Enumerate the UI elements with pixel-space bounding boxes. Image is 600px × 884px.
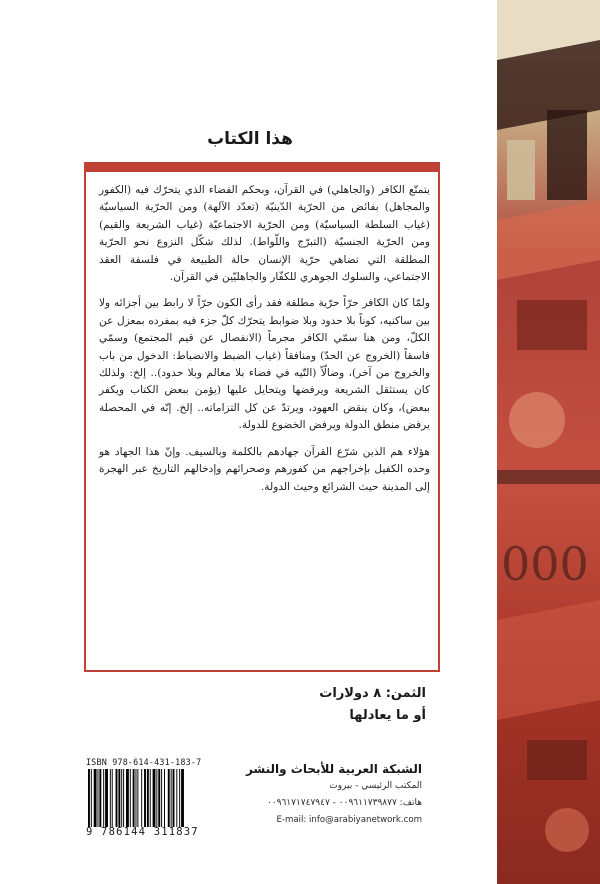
barcode-bar	[118, 769, 120, 827]
paragraph: هؤلاء هم الذين شرّع القرآن جهادهم بالكلمة وبالسيف. وإنّ هذا الجهاد هو وحده الكفيل بإخراجهم من كفورهم وصحرائهم وإدخالهم التاريخ عبر الهجرة إلى المدينة حيث الشرائع وحيث الدولة.	[99, 445, 430, 493]
barcode-bar	[94, 769, 97, 827]
publisher-name: الشبكة العربية للأبحاث والنشر	[245, 762, 422, 776]
barcode-bar	[137, 769, 138, 827]
isbn-label: ISBN 978-614-431-183-7	[86, 757, 202, 767]
barcode-bar	[158, 769, 160, 827]
publisher-office: المكتب الرئيسي - بيروت	[329, 781, 422, 791]
barcode	[86, 757, 226, 841]
barcode-bar	[147, 769, 149, 827]
barcode-bar	[91, 769, 92, 827]
barcode-bar	[123, 769, 124, 827]
barcode-digits: 9 786144 311837	[86, 826, 199, 838]
paragraph: يتمتّع الكافر (والجاهلي) في القرآن، وبحكم الفضاء الذي يتحرّك فيه (الكفور والمجاهل) بفائض من الحرّية الدّينيّة (تعدّد الآلهة) ومن الحرّية السياسيّة (غياب السلطة السياسيّة) ومن الحرّية الاجتماعيّة (غياب الشريعة والقيم) ومن الحرّية الجنسيّة (التبرّج واللّواط). لذلك شكّل النزوع نحو الحرّية المطلقة التي تضاهي حرّية الإنسان حالة الطبيعة في فلسفة العقد الاجتماعي، والسلوك الجوهري للكفّار والجاهليّين في القرآن.	[99, 184, 430, 284]
barcode-bar	[161, 769, 162, 827]
barcode-bar	[171, 769, 172, 827]
barcode-bar	[141, 769, 142, 827]
svg-text:000: 000	[501, 537, 589, 591]
price-line: الثمن: ٨ دولارات	[319, 686, 426, 701]
barcode-bar	[153, 769, 156, 827]
barcode-bar	[168, 769, 170, 827]
barcode-bar	[136, 769, 137, 827]
barcode-bar	[98, 769, 99, 827]
artwork-graphic	[497, 0, 600, 884]
barcode-bar	[179, 769, 180, 827]
barcode-bar	[112, 769, 113, 827]
barcode-bar	[144, 769, 146, 827]
barcode-bar	[88, 769, 90, 827]
barcode-bar	[126, 769, 129, 827]
barcode-bar	[176, 769, 177, 827]
publisher-block	[240, 760, 422, 828]
price-alternative: أو ما يعادلها	[349, 708, 426, 723]
publisher-email: E-mail: info@arabiyanetwork.com	[276, 815, 422, 825]
barcode-bar	[181, 769, 184, 827]
barcode-bar	[164, 769, 165, 827]
barcode-bar	[130, 769, 131, 827]
barcode-bar	[121, 769, 122, 827]
cover-artwork	[497, 0, 600, 884]
barcode-bar	[116, 769, 118, 827]
barcode-bar	[105, 769, 108, 827]
publisher-phone: هاتف: ٠٠٩٦١١٧٣٩٨٧٧ - ٠٠٩٦١٧١٧٤٧٩٤٧	[266, 798, 422, 808]
barcode-bar	[156, 769, 157, 827]
barcode-bar	[133, 769, 135, 827]
barcode-bar	[173, 769, 175, 827]
description-box	[84, 162, 440, 672]
section-title: هذا الكتاب	[207, 129, 293, 149]
barcode-bar	[103, 769, 104, 827]
barcode-bars	[86, 769, 216, 827]
barcode-bar	[99, 769, 101, 827]
barcode-bar	[150, 769, 151, 827]
paragraph: ولمّا كان الكافر حرّاً حرّية مطلقة فقد رأى الكون حرّاً لا رابط بين أجزائه ولا بين ساكنيه، كوناً بلا حدود وبلا ضوابط يتحرّك كلّ جزء فيه بمفرده بمعزل عن الكلّ، ومن هنا سمّي الكافر مجرماً (الانفصال عن قيم المجتمع) وسمّي فاسقاً (الخروج عن الحدّ) ومنافقاً (غياب الضبط والانضباط: الدخول من باب والخروج من آخر)، وضالّاً (التّيه في فضاء بلا معالم وبلا حدود).. إلخ: ولذلك كان يستثقل الشريعة ويرفضها ويتحايل عليها (يؤمن ببعض الكتاب ويكفر ببعض)، وكان ينقض العهود، ويرتدّ عن كل التزاماته.. إلخ. إنّه في المحصلة يرفض منطق الدولة ويرفض الخضوع للدولة.	[99, 297, 430, 432]
barcode-bar	[110, 769, 111, 827]
price-block	[186, 683, 426, 727]
